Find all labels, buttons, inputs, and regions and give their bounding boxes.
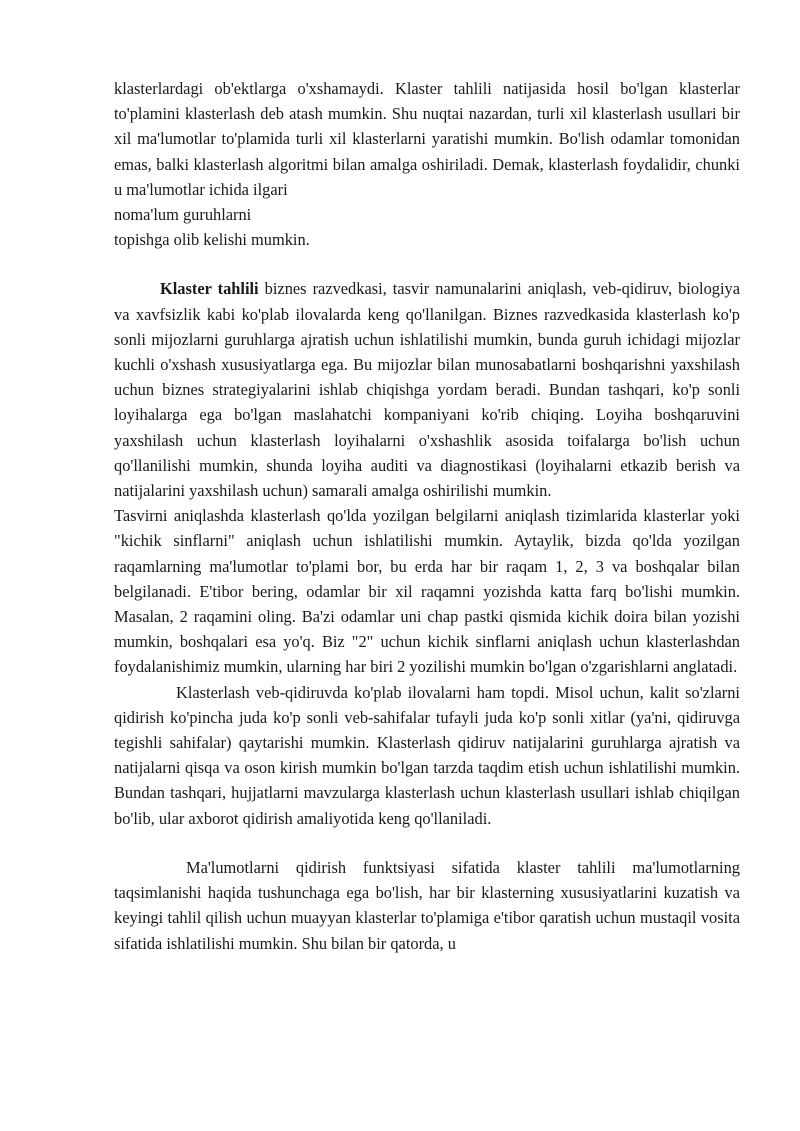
paragraph-2-lead-term: Klaster tahlili — [160, 279, 259, 299]
paragraph-1-text: klasterlardagi ob'ektlarga o'xshamaydi. Klaster tahlili natijasida hosil bo'lgan klasterlar to'plamini klasterlash deb atash mumkin. Shu nuqtai nazardan, turli xil klasterlash usullari bir xil ma'lumotlar to'plamida turli xil klasterlarni yaratishi mumkin. Bo'lish odamlar tomonidan emas, balki klasterlash algoritmi bilan amalga oshiriladi. Demak, klasterlash foydalidir, chunki u ma'lumotlar ichida ilgari — [114, 79, 740, 199]
paragraph-1-tail-1: noma'lum guruhlarni — [114, 205, 252, 225]
paragraph-spacer-2 — [114, 831, 740, 855]
paragraph-5: Ma'lumotlarni qidirish funktsiyasi sifatida klaster tahlili ma'lumotlarning taqsimlanishi haqida tushunchaga ega bo'lish, har bir klasterning xususiyatlarini kuzatish va keyingi tahlil qilish uchun muayyan klasterlar to'plamiga e'tibor qaratish uchun mustaqil vosita sifatida ishlatilishi mumkin. Shu bilan bir qatorda, u — [114, 857, 740, 953]
paragraph-1 — [114, 76, 740, 252]
paragraph-4: Klasterlash veb-qidiruvda ko'plab ilovalarni ham topdi. Misol uchun, kalit so'zlarni qidirish ko'pincha juda ko'p sonli veb-sahifalar tufayli juda ko'p sonli xitlar (ya'ni, qidiruvga tegishli sahifalar) qaytarishi mumkin. Klasterlash qidiruv natijalarini guruhlarga ajratish va natijalarni qisqa va oson kirish mumkin bo'lgan tarzda taqdim etish uchun ishlatilishi mumkin. Bundan tashqari, hujjatlarni mavzularga klasterlash uchun klasterlash usullari ishlab chiqilgan bo'lib, ular axborot qidirish amaliyotida keng qo'llaniladi. — [114, 682, 740, 828]
paragraph-1-tail-2: topishga olib kelishi mumkin. — [114, 230, 310, 250]
paragraph-spacer — [114, 252, 740, 276]
paragraph-2-text: biznes razvedkasi, tasvir namunalarini aniqlash, veb-qidiruv, biologiya va xavfsizlik kabi ko'plab ilovalarda keng qo'llanilgan. Biznes razvedkasida klasterlash ko'p sonli mijozlarni guruhlarga ajratish uchun ishlatilishi mumkin, bunda guruh ichidagi mijozlar kuchli o'xshash xususiyatlarga ega. Bu mijozlar bilan munosabatlarni boshqarishni yaxshilash uchun biznes strategiyalarini ishlab chiqishga yordam beradi. Bundan tashqari, ko'p sonli loyihalarga ega bo'lgan maslahatchi kompaniyani ko'rib chiqing. Loyiha boshqaruvini yaxshilash uchun klasterlash loyihalarni o'xshashlik asosida toifalarga bo'lish uchun qo'llanilishi mumkin, shunda loyiha auditi va diagnostikasi (loyihalarni etkazib berish va natijalarini yaxshilash uchun) samarali amalga oshirilishi mumkin. — [114, 279, 740, 501]
document-page — [114, 76, 740, 956]
paragraph-2 — [114, 276, 740, 503]
paragraph-3: Tasvirni aniqlashda klasterlash qo'lda yozilgan belgilarni aniqlash tizimlarida klasterlar yoki "kichik sinflarni" aniqlash uchun ishlatilishi mumkin. Aytaylik, bizda qo'lda yozilgan raqamlarning ma'lumotlar to'plami bor, bu erda har bir raqam 1, 2, 3 va boshqalar bilan belgilanadi. E'tibor bering, odamlar bir xil raqamni yozishda katta farq bo'lishi mumkin. Masalan, 2 raqamini oling. Ba'zi odamlar uni chap pastki qismida kichik doira bilan yozishi mumkin, boshqalari esa yo'q. Biz "2" uchun kichik sinflarni aniqlash uchun klasterlashdan foydalanishimiz mumkin, ularning har biri 2 yozilishi mumkin bo'lgan o'zgarishlarni anglatadi. — [114, 506, 740, 677]
